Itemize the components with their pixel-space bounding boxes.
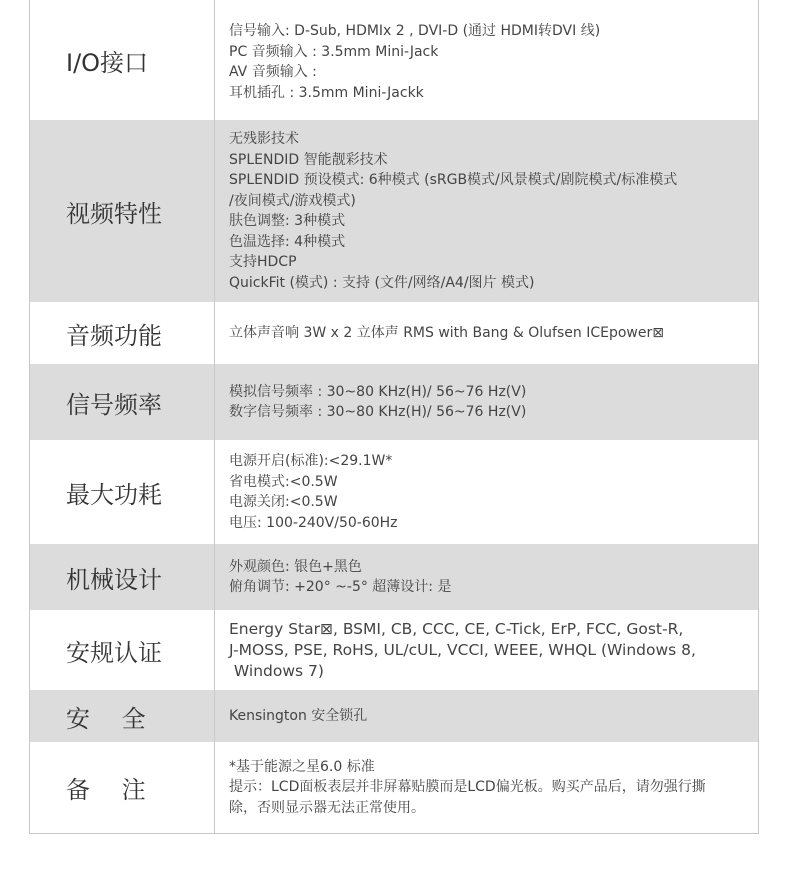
spec-line: QuickFit (模式) : 支持 (文件/网络/A4/图片 模式) — [229, 274, 535, 291]
spec-line: 支持HDCP — [229, 254, 297, 270]
spec-value — [215, 302, 758, 364]
spec-row-frequency — [30, 364, 758, 440]
spec-line: J-MOSS, PSE, RoHS, UL/cUL, VCCI, WEEE, WHQL (Windows 8, — [229, 640, 696, 659]
spec-label: 安规认证 — [30, 610, 215, 690]
spec-table — [29, 0, 759, 834]
spec-line: Windows 7) — [229, 661, 324, 680]
spec-label: 信号频率 — [30, 364, 215, 440]
spec-line: 模拟信号频率 : 30~80 KHz(H)/ 56~76 Hz(V) — [229, 383, 527, 400]
spec-line: 电压: 100-240V/50-60Hz — [229, 514, 398, 531]
spec-line: 电源关闭:<0.5W — [229, 494, 338, 510]
spec-line: Kensington 安全锁孔 — [229, 707, 368, 724]
spec-row-security — [30, 690, 758, 742]
spec-label: 安 全 — [30, 690, 215, 742]
spec-line: AV 音频输入 : — [229, 64, 317, 80]
spec-line: 俯角调节: +20° ~-5° 超薄设计: 是 — [229, 579, 452, 595]
spec-line: 电源开启(标准):<29.1W* — [229, 453, 393, 469]
spec-line: *基于能源之星6.0 标准 — [229, 758, 375, 775]
spec-line: 色温选择: 4种模式 — [229, 233, 346, 250]
spec-label: 备 注 — [30, 742, 215, 833]
spec-line: PC 音频输入 : 3.5mm Mini-Jack — [229, 43, 439, 60]
spec-line: 提示：LCD面板表层并非屏幕贴膜而是LCD偏光板。购买产品后，请勿强行撕 — [229, 779, 706, 796]
spec-value — [215, 544, 758, 610]
spec-line: /夜间模式/游戏模式) — [229, 192, 356, 209]
spec-value — [215, 440, 758, 544]
spec-row-video — [30, 120, 758, 302]
spec-label: I/O接口 — [30, 0, 215, 120]
spec-label: 最大功耗 — [30, 440, 215, 544]
spec-line: SPLENDID 预设模式: 6种模式 (sRGB模式/风景模式/剧院模式/标准模式 — [229, 172, 678, 188]
spec-line: SPLENDID 智能靓彩技术 — [229, 151, 388, 168]
spec-line: 外观颜色: 银色+黑色 — [229, 558, 362, 575]
spec-row-mechanical — [30, 544, 758, 610]
spec-line: 省电模式:<0.5W — [229, 473, 338, 490]
spec-line: 数字信号频率 : 30~80 KHz(H)/ 56~76 Hz(V) — [229, 404, 527, 420]
spec-value — [215, 610, 758, 690]
spec-line: 肤色调整: 3种模式 — [229, 213, 346, 229]
spec-value — [215, 0, 758, 120]
spec-row-audio — [30, 302, 758, 364]
spec-label: 视频特性 — [30, 120, 215, 302]
spec-value — [215, 364, 758, 440]
spec-row-notes — [30, 742, 758, 833]
spec-line: 信号输入: D-Sub, HDMIx 2 , DVI-D (通过 HDMI转DVI 线) — [229, 23, 601, 39]
spec-line: 无残影技术 — [229, 131, 299, 147]
spec-line: 立体声音响 3W x 2 立体声 RMS with Bang & Olufsen ICEpower⊠ — [229, 324, 664, 341]
spec-line: Energy Star⊠, BSMI, CB, CCC, CE, C-Tick, ErP, FCC, Gost-R, — [229, 619, 684, 638]
spec-value — [215, 742, 758, 833]
spec-row-power — [30, 440, 758, 544]
spec-label: 音频功能 — [30, 302, 215, 364]
spec-line: 耳机插孔 : 3.5mm Mini-Jackk — [229, 84, 424, 101]
spec-label: 机械设计 — [30, 544, 215, 610]
spec-value — [215, 120, 758, 302]
spec-line: 除，否则显示器无法正常使用。 — [229, 799, 425, 816]
spec-row-io — [30, 0, 758, 120]
spec-row-certification — [30, 610, 758, 690]
spec-value — [215, 690, 758, 742]
